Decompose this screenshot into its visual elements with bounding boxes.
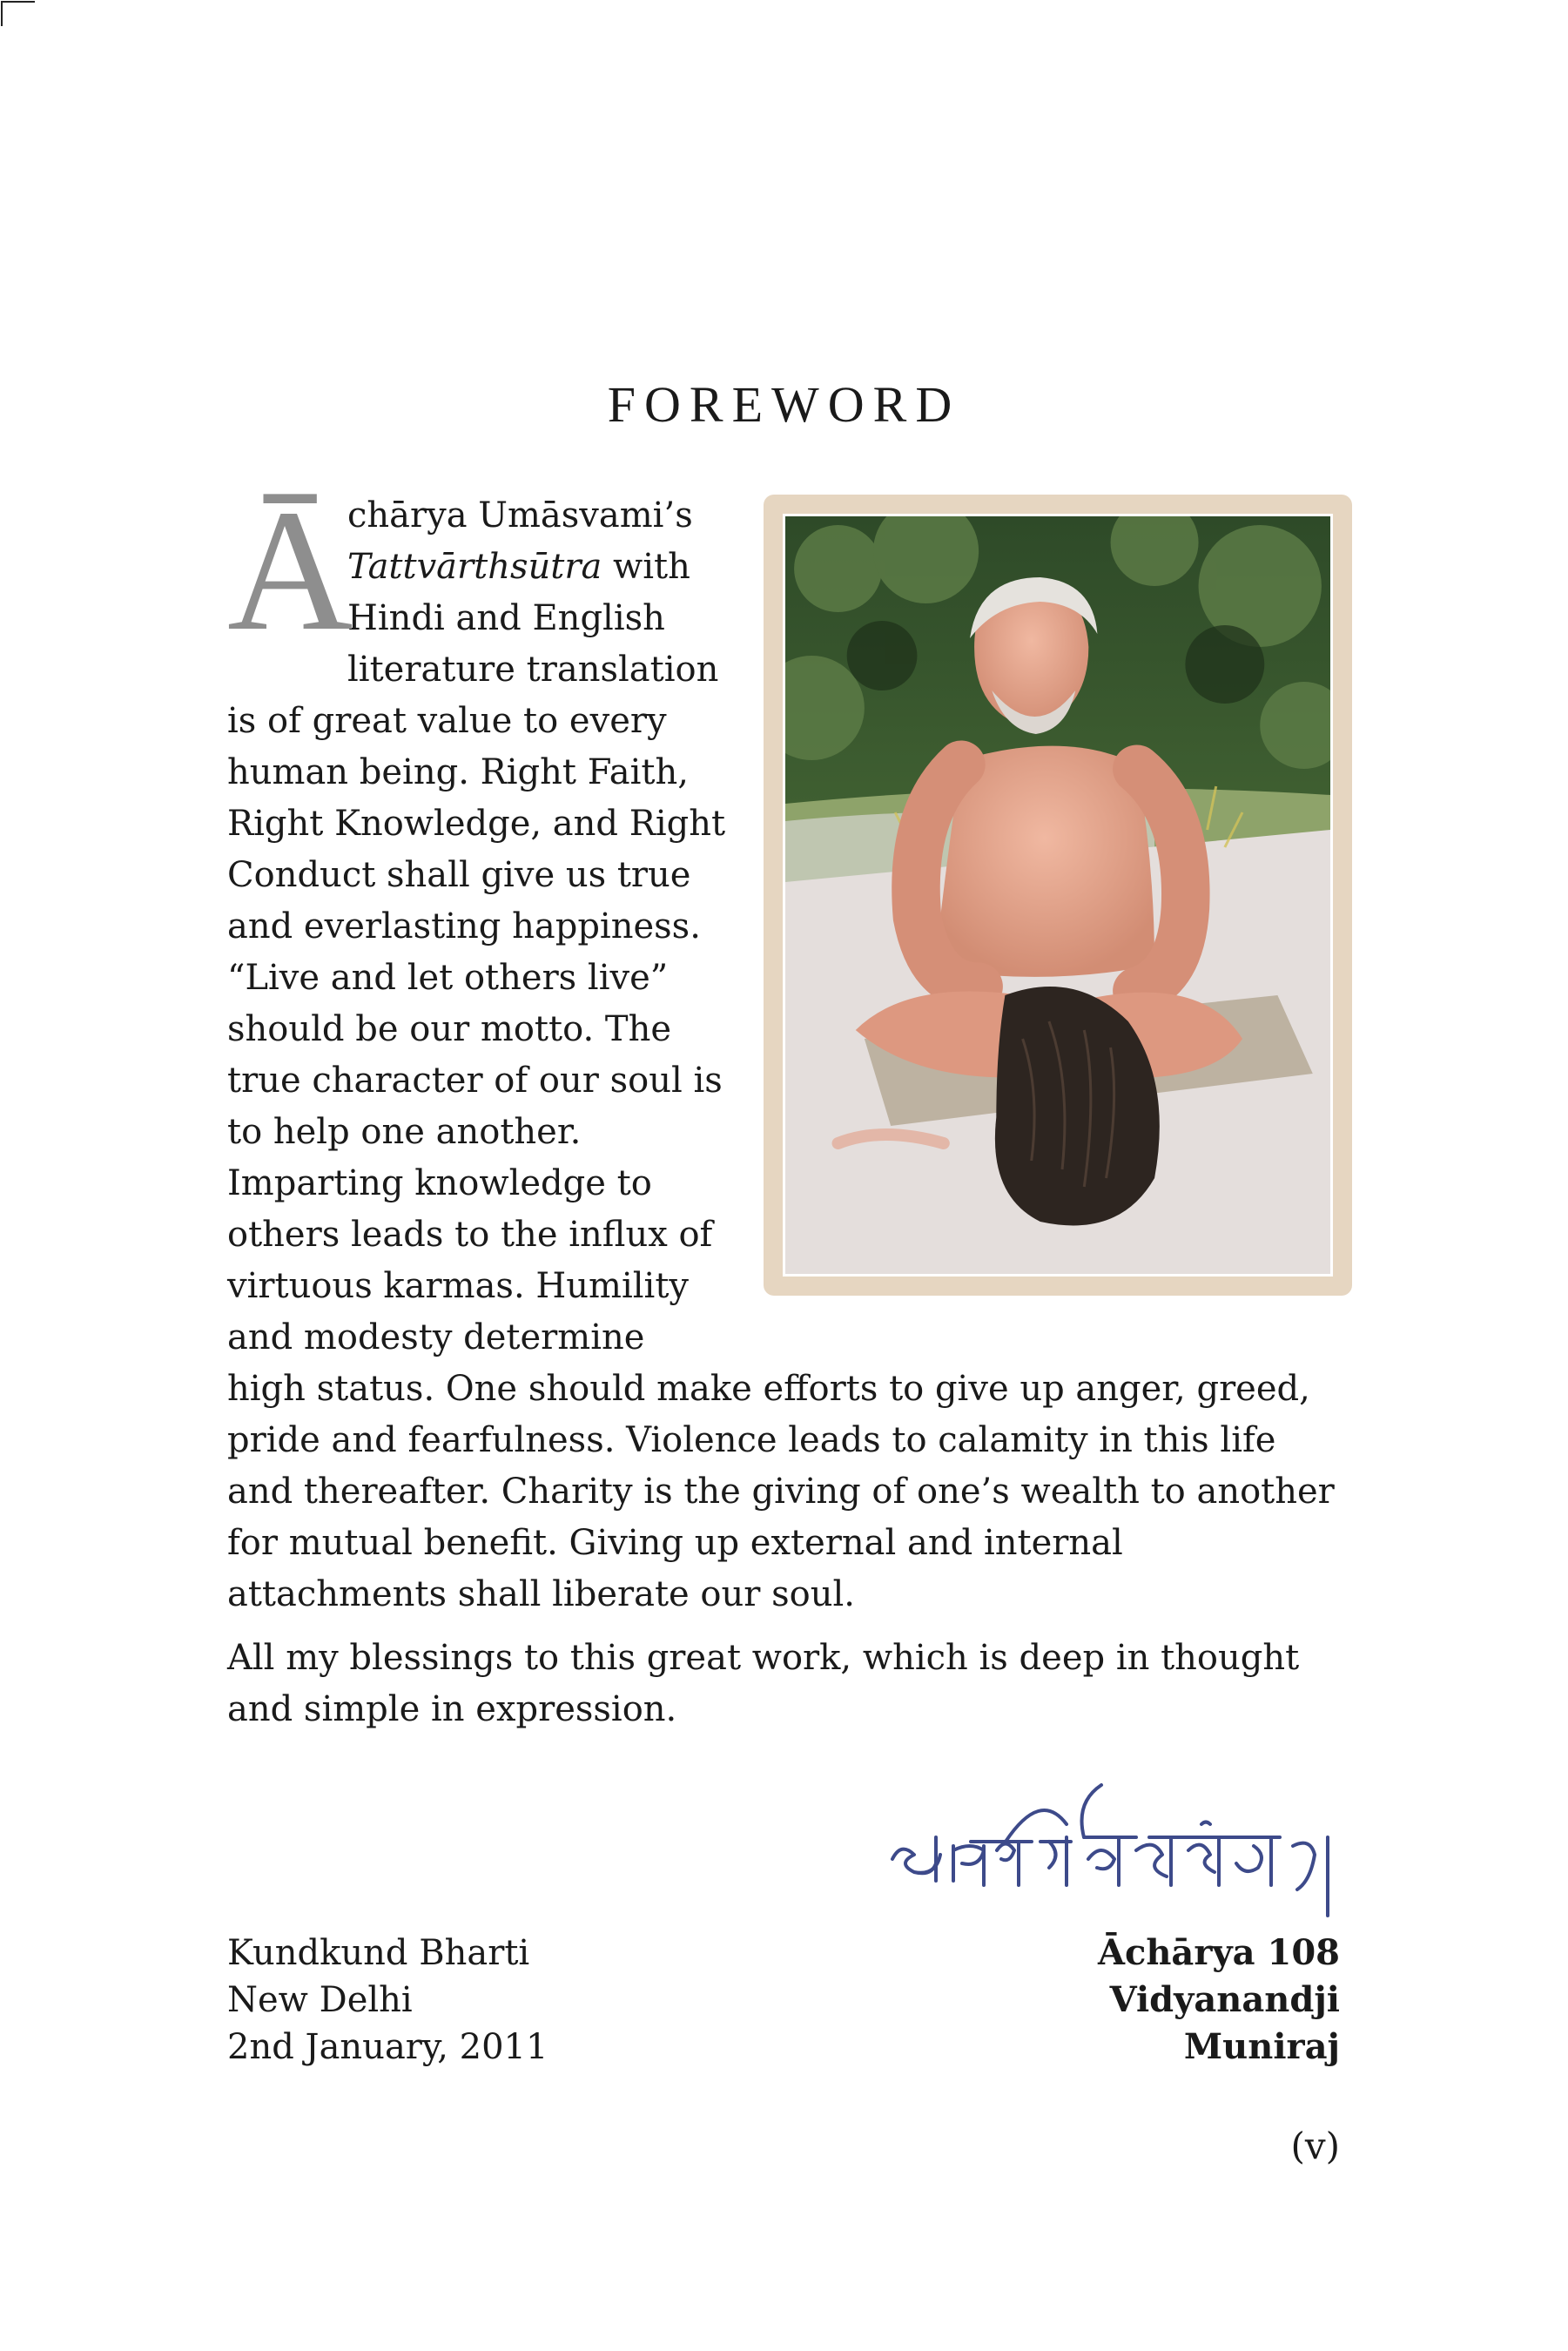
place-line: Kundkund Bharti xyxy=(227,1933,530,1973)
portrait-photo xyxy=(783,514,1333,1277)
author-block xyxy=(1098,1930,1340,2071)
portrait-illustration xyxy=(785,516,1330,1274)
drop-cap-letter: Ā xyxy=(227,475,353,667)
paragraph-main-lead: chārya Umāsvami’s xyxy=(347,495,693,536)
foreword-body xyxy=(227,475,1342,1735)
author-title: Āchārya 108 xyxy=(1097,1932,1340,1973)
author-name: Vidyanandji xyxy=(1109,1979,1340,2020)
author-suffix: Muniraj xyxy=(1183,2026,1340,2067)
paragraph-main-rest: with Hindi and English literature translation is of great value to every human being. Right Faith, Right Knowledge, and Right Conduct shall give us true and everlasting happiness. “Live and let others live” should be our motto. The true character of our soul is to help one another. Imparting knowledge to others leads to the influx of virtuous karmas. Humility and modesty determine high status. One should make efforts to give up anger, greed, pride and fearfulness. Violence leads to calamity in this life and thereafter. Charity is the giving of one’s wealth to another for mutual benefit. Giving up external and internal attachments shall liberate our soul. xyxy=(227,547,1335,1614)
sutra-title: Tattvārthsūtra xyxy=(347,547,602,587)
handwritten-signature xyxy=(888,1776,1376,1924)
page-number: (v) xyxy=(1290,2125,1340,2167)
photo-frame xyxy=(764,495,1352,1296)
paragraph-blessings: All my blessings to this great work, which is deep in thought and simple in expression. xyxy=(227,1638,1300,1729)
crop-mark xyxy=(0,0,35,26)
page-title: FOREWORD xyxy=(607,375,961,433)
city-line: New Delhi xyxy=(227,1980,413,2020)
place-date-block xyxy=(227,1930,548,2071)
drop-cap xyxy=(227,475,353,667)
date-line: 2nd January, 2011 xyxy=(227,2027,548,2067)
